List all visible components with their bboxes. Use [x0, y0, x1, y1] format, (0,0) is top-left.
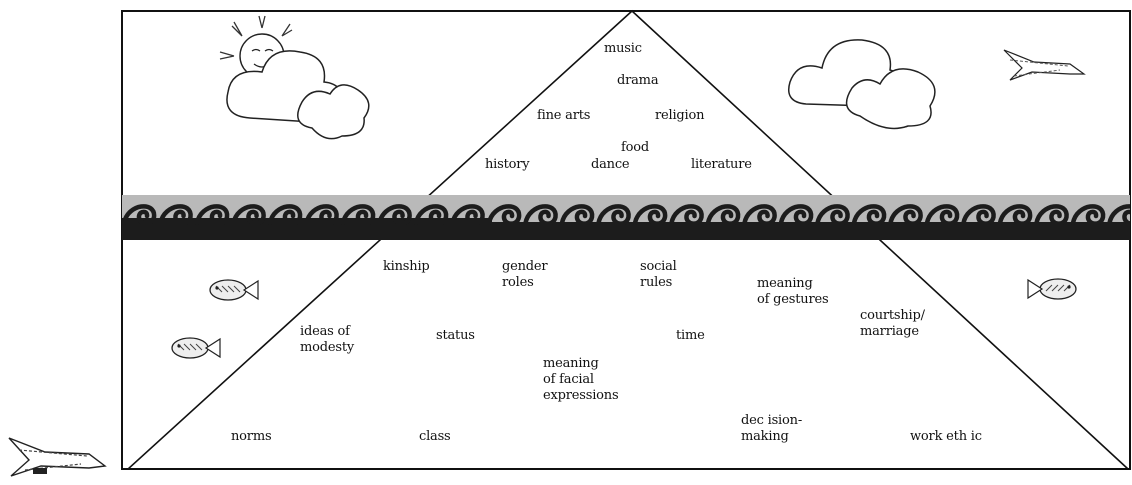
- label-norms: norms: [231, 429, 271, 445]
- label-history: history: [485, 157, 529, 173]
- airplane-icon: [9, 438, 105, 476]
- cloud-icon: [789, 40, 935, 129]
- label-meaning-of-gestures: meaning of gestures: [757, 276, 828, 308]
- label-literature: literature: [691, 157, 752, 173]
- label-food: food: [621, 140, 649, 156]
- label-drama: drama: [617, 73, 658, 89]
- label-ideas-of-modesty: ideas of modesty: [300, 324, 354, 356]
- label-meaning-of-facial-expressions: meaning of facial expressions: [543, 356, 618, 404]
- fish-icon: [172, 338, 220, 358]
- label-dance: dance: [591, 157, 629, 173]
- label-work-ethic: work eth ic: [910, 429, 982, 445]
- label-decision-making: dec ision- making: [741, 413, 802, 445]
- label-courtship-marriage: courtship/ marriage: [860, 308, 925, 340]
- airplane-icon: [1004, 50, 1084, 80]
- label-religion: religion: [655, 108, 704, 124]
- label-time: time: [676, 328, 705, 344]
- water-surface-band: [122, 195, 1132, 240]
- label-kinship: kinship: [383, 259, 430, 275]
- label-music: music: [604, 41, 642, 57]
- fish-icon: [210, 280, 258, 300]
- label-fine-arts: fine arts: [537, 108, 590, 124]
- label-class: class: [419, 429, 451, 445]
- label-status: status: [436, 328, 475, 344]
- label-social-rules: social rules: [640, 259, 677, 291]
- fish-icon: [1028, 279, 1076, 299]
- label-gender-roles: gender roles: [502, 259, 547, 291]
